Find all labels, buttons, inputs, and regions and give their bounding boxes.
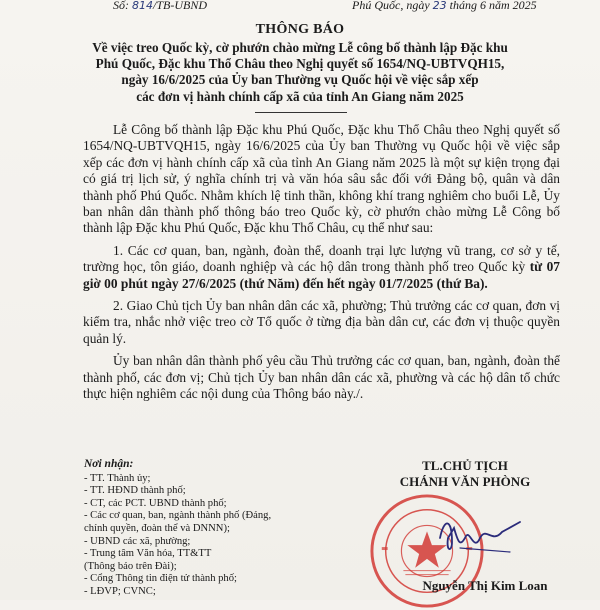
recipient-item: (Thông báo trên Đài); (84, 560, 177, 572)
recipients-list (84, 458, 324, 599)
recipient-item: - Cổng Thông tin điện tử thành phố; (84, 573, 237, 585)
document-subject (58, 40, 542, 105)
signature-block (330, 458, 600, 593)
subject-line: các đơn vị hành chính cấp xã của tỉnh An Giang năm 2025 (136, 88, 464, 104)
item-1-text: 1. Các cơ quan, ban, ngành, đoàn thể, doanh trại lực lượng vũ trang, cơ sở y tế, trường học, tôn giáo, doanh nghiệp và các hộ dân trong thành phố treo Quốc kỳ (83, 242, 560, 275)
signer-title-1: TL.CHỦ TỊCH (422, 458, 508, 473)
subject-line: Về việc treo Quốc kỳ, cờ phướn chào mừng Lễ công bố thành lập Đặc khu (92, 40, 508, 55)
place-date-suffix: tháng 6 năm 2025 (449, 0, 537, 12)
place-and-date (352, 0, 537, 13)
doc-number-handwritten: 814 (132, 0, 153, 12)
recipients-label: Nơi nhận: (84, 458, 134, 470)
doc-number-prefix: Số: (113, 0, 129, 12)
recipient-item: - UBND các xã, phường; (84, 535, 191, 547)
recipient-item: - Các cơ quan, ban, ngành thành phố (Đảng, (84, 510, 272, 522)
document-title: THÔNG BÁO (255, 22, 345, 37)
item-1-bold-text: từ 07 giờ 00 phút ngày 27/6/2025 (thứ Năm) đến hết ngày 01/7/2025 (thứ Ba). (83, 259, 561, 291)
signer-name: Nguyễn Thị Kim Loan (422, 578, 548, 593)
recipient-item: chính quyền, đoàn thể và DNNN); (84, 522, 230, 534)
closing-paragraph: Ủy ban nhân dân thành phố yêu cầu Thủ trưởng các cơ quan, ban, ngành, đoàn thể thành phố, các đơn vị; Chủ tịch Ủy ban nhân dân các xã, phường và các hộ dân tổ chức thực hiện nghiêm các nội dung của Thông báo này./. (83, 353, 560, 402)
subject-line: ngày 16/6/2025 của Ủy ban Thường vụ Quốc hội về việc sắp xếp (121, 72, 479, 88)
recipient-item: - CT, các PCT. UBND thành phố; (84, 497, 227, 509)
item-1-paragraph (83, 243, 560, 292)
recipient-item: - TT. Thành ủy; (84, 472, 151, 484)
item-2-paragraph: 2. Giao Chủ tịch Ủy ban nhân dân các xã, phường; Thủ trưởng các cơ quan, đơn vị kiểm tra, nhắc nhở việc treo cờ Tổ quốc ở từng địa bàn dân cư, các đơn vị thuộc quyền quản lý. (83, 298, 560, 346)
date-day-handwritten: 23 (432, 0, 447, 12)
recipient-item: - TT. HĐND thành phố; (84, 485, 186, 497)
subject-line: Phú Quốc, Đặc khu Thổ Châu theo Nghị quyết số 1654/NQ-UBTVQH15, (95, 56, 505, 72)
place-date-prefix: Phú Quốc, ngày (352, 0, 430, 12)
document-body (83, 122, 560, 409)
recipient-item: - Trung tâm Văn hóa, TT&TT (84, 548, 212, 560)
document-number (113, 0, 207, 13)
document-header (0, 0, 600, 14)
title-underline (255, 112, 347, 113)
recipient-item: - LĐVP; CVNC; (84, 585, 156, 597)
doc-number-suffix: /TB-UBND (153, 0, 207, 12)
signer-title-2: CHÁNH VĂN PHÒNG (399, 474, 531, 489)
intro-paragraph: Lễ Công bố thành lập Đặc khu Phú Quốc, Đặc khu Thổ Châu theo Nghị quyết số 1654/NQ-UBTVQH15, ngày 16/6/2025 của Ủy ban Thường vụ Quốc hội về việc sắp xếp các đơn vị hành chính cấp xã của tỉnh An Giang năm 2025 là một sự kiện trọng đại có giá trị lịch sử, ý nghĩa chính trị và văn hóa sâu sắc đối với Đảng bộ, quân và dân thành phố Phú Quốc. Nhằm khích lệ tinh thần, không khí trang nghiêm cho buổi Lễ, Ủy ban nhân dân thành phố thông báo treo Quốc kỳ, cờ phướn chào mừng Lễ Công bố thành lập Đặc khu Phú Quốc, Đặc khu Thổ Châu, cụ thể như sau: (83, 122, 560, 236)
handwritten-signature-icon (430, 508, 530, 568)
